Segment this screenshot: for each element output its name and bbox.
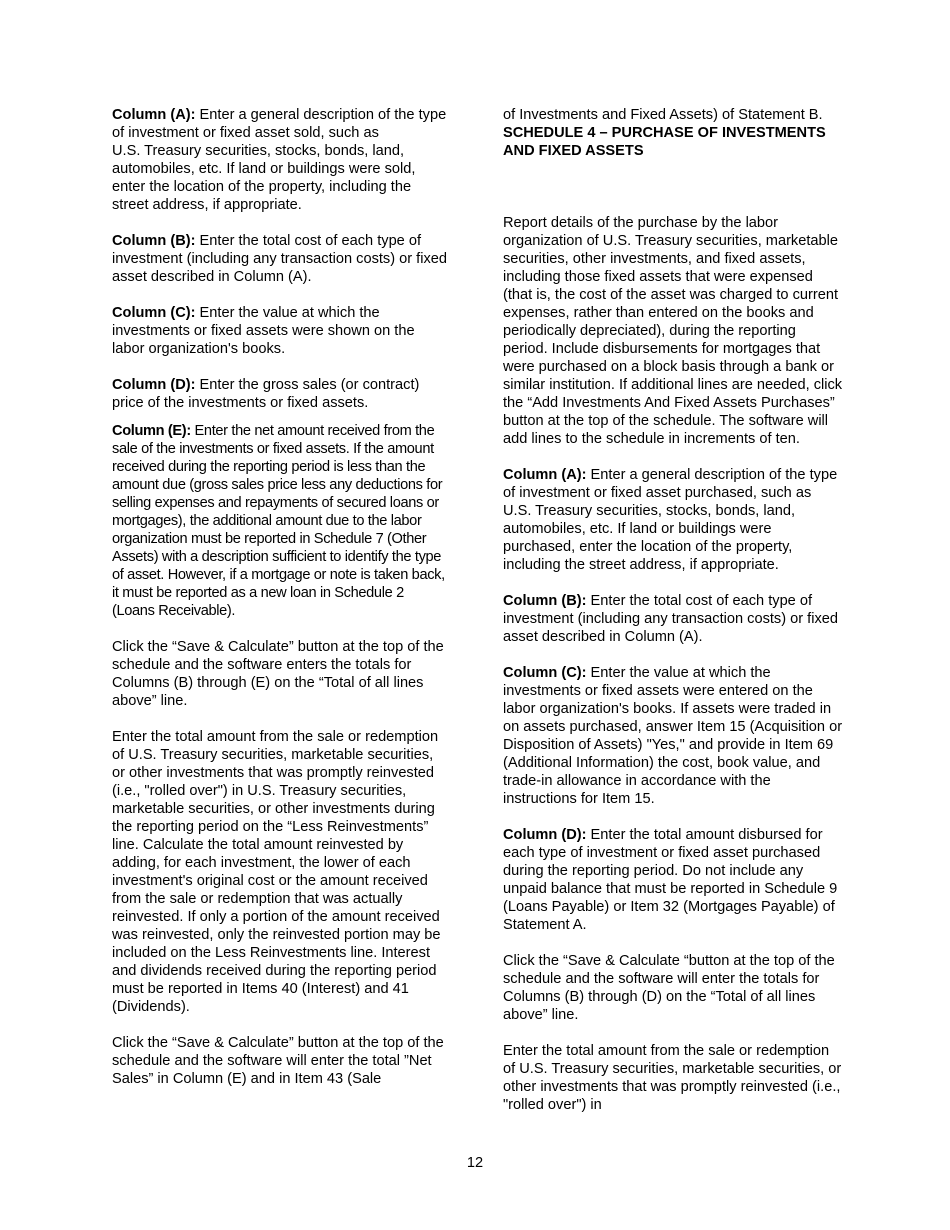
right-column-c-text: Enter the value at which the investments or fixed assets were entered on the labor organization's books. If assets were traded in on assets purchased, answer Item 15 (Acquisition or Disposition of Assets) "Yes," and provide in Item 69 (Additional Information) the cost, book value, and trade-in allowance in accordance with the instructions for Item 15. bbox=[503, 665, 843, 807]
left-column-b-label: Column (B): bbox=[112, 233, 196, 249]
right-column-c-label: Column (C): bbox=[503, 665, 587, 681]
left-column-a-text: Enter a general description of the type of investment or fixed asset sold, such as bbox=[112, 107, 447, 141]
left-save-calculate-paragraph: Click the “Save & Calculate” button at the top of the schedule and the software enters the totals for Columns (B) through (E) on the “Total of all lines above” line. bbox=[112, 639, 444, 709]
left-column-e-text: Enter the net amount received from the sale of the investments or fixed assets. If the amount received during the reporting period is less than the amount due (gross sales price less any deductions for selling expenses and repayments of secured loans or mortgages), the additional amount due to the labor organization must be reported in Schedule 7 (Other Assets) with a description sufficient to identify the type of asset. However, if a mortgage or note is taken back, it must be reported as a new loan in Schedule 2 (Loans Receivable). bbox=[112, 423, 445, 619]
right-column-a-paragraph bbox=[503, 466, 843, 574]
left-net-sales-paragraph: Click the “Save & Calculate” button at the top of the schedule and the software will enter the total ”Net Sales” in Column (E) and in Item 43 (Sale bbox=[112, 1035, 444, 1087]
left-column-d-label: Column (D): bbox=[112, 377, 196, 393]
right-save-calculate-paragraph: Click the “Save & Calculate “button at the top of the schedule and the software will enter the totals for Columns (B) through (D) on the “Total of all lines above” line. bbox=[503, 953, 835, 1023]
right-column-a-label: Column (A): bbox=[503, 467, 587, 483]
right-column-d-text: Enter the total amount disbursed for each type of investment or fixed asset purchased during the reporting period. Do not include any unpaid balance that must be reported in Schedule 9 (Loans Payable) or Item 32 (Mortgages Payable) of Statement A. bbox=[503, 827, 838, 933]
left-column-a-paragraph-cont: U.S. Treasury securities, stocks, bonds, land, automobiles, etc. If land or buildings were sold, enter the location of the property, including the street address, if appropriate. bbox=[112, 143, 416, 213]
right-column-a-text: Enter a general description of the type of investment or fixed asset purchased, such as U.S. Treasury securities, stocks, bonds, land, automobiles, etc. If land or buildings were purchased, enter the location of the property, including the street address, if appropriate. bbox=[503, 467, 838, 573]
left-column-a-paragraph bbox=[112, 106, 448, 142]
left-column bbox=[112, 106, 448, 1106]
left-column-c-text: Enter the value at which the investments or fixed assets were shown on the labor organization's books. bbox=[112, 305, 415, 357]
left-column-d-paragraph bbox=[112, 376, 448, 412]
right-reinvestments-paragraph: Enter the total amount from the sale or redemption of U.S. Treasury securities, marketable securities, or other investments that was promptly reinvested (i.e., "rolled over") in bbox=[503, 1043, 842, 1113]
left-column-d-text: Enter the gross sales (or contract) price of the investments or fixed assets. bbox=[112, 377, 420, 411]
left-column-b-text: Enter the total cost of each type of investment (including any transaction costs) or fixed asset described in Column (A). bbox=[112, 233, 448, 285]
left-reinvestments-paragraph: Enter the total amount from the sale or redemption of U.S. Treasury securities, marketable securities, or other investments that was promptly reinvested (i.e., "rolled over") in U.S. Treasury securities, marketable securities, or other investments during the reporting period on the “Less Reinvestments” line. Calculate the total amount reinvested by adding, for each investment, the lower of each investment's original cost or the amount received from the sale or redemption that was actually reinvested. If only a portion of the amount received was reinvested, only the reinvested portion may be included on the Less Reinvestments line. Interest and dividends received during the reporting period must be reported in Items 40 (Interest) and 41 (Dividends). bbox=[112, 729, 441, 1015]
right-continued-paragraph: of Investments and Fixed Assets) of Statement B. bbox=[503, 107, 823, 123]
left-column-c-paragraph bbox=[112, 304, 448, 358]
right-column-d-label: Column (D): bbox=[503, 827, 587, 843]
right-column-b-label: Column (B): bbox=[503, 593, 587, 609]
left-column-c-label: Column (C): bbox=[112, 305, 196, 321]
left-column-a-label: Column (A): bbox=[112, 107, 196, 123]
left-column-b-paragraph bbox=[112, 232, 448, 286]
left-column-e-label: Column (E): bbox=[112, 423, 191, 439]
left-column-e-paragraph bbox=[112, 422, 448, 620]
right-column-d-paragraph bbox=[503, 826, 843, 934]
right-column-b-text: Enter the total cost of each type of investment (including any transaction costs) or fixed asset described in Column (A). bbox=[503, 593, 839, 645]
right-column bbox=[503, 106, 843, 1132]
schedule-4-heading: SCHEDULE 4 – PURCHASE OF INVESTMENTS AND FIXED ASSETS bbox=[503, 125, 826, 159]
right-report-paragraph: Report details of the purchase by the labor organization of U.S. Treasury securities, marketable securities, other investments, and fixed assets, including those fixed assets that were expensed (that is, the cost of the asset was charged to current expenses, rather than entered on the books and periodically depreciated), during the reporting period. Include disbursements for mortgages that were purchased on a block basis through a bank or similar institution. If additional lines are needed, click the “Add Investments And Fixed Assets Purchases” button at the top of the schedule. The software will add lines to the schedule in increments of ten. bbox=[503, 215, 843, 447]
page-number: 12 bbox=[466, 1155, 484, 1171]
right-column-b-paragraph bbox=[503, 592, 843, 646]
right-column-c-paragraph bbox=[503, 664, 843, 808]
